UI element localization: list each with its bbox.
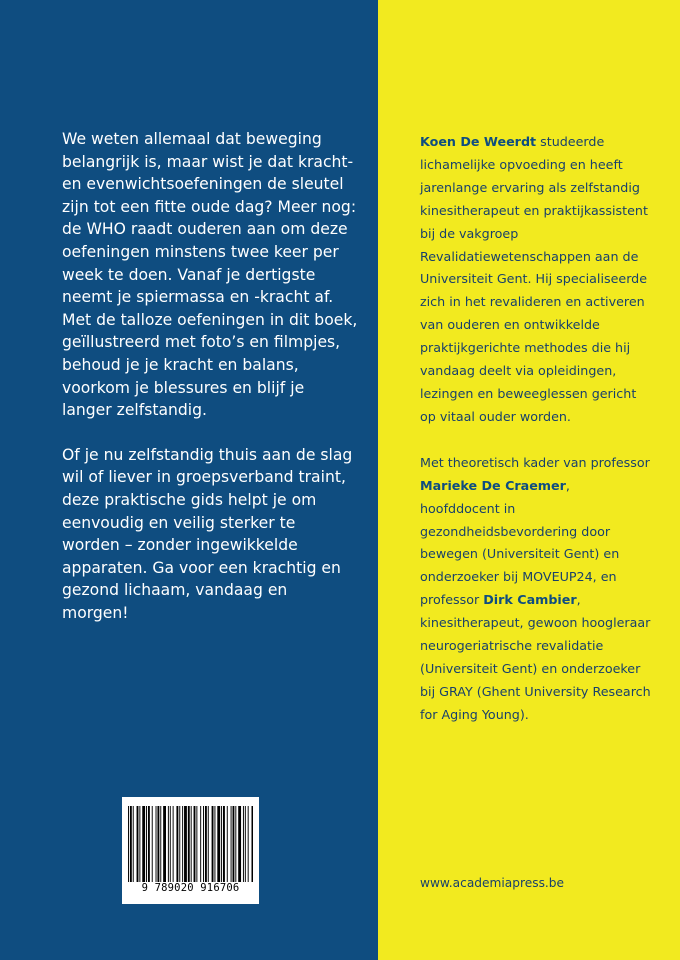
barcode-bar xyxy=(196,806,197,882)
contributors-text xyxy=(420,452,652,727)
barcode-bar xyxy=(173,806,174,882)
barcode-bar xyxy=(137,806,139,882)
barcode-bar xyxy=(243,806,244,882)
barcode xyxy=(122,797,259,904)
barcode-bar xyxy=(133,806,134,882)
author-bio xyxy=(420,131,652,429)
barcode-bar xyxy=(139,806,140,882)
blurb-paragraph-2: Of je nu zelfstandig thuis aan de slag wil of liever in groepsverband traint, deze praktische gids helpt je om eenvoudig en veilig sterker te worden – zonder ingewikkelde apparaten. Ga voor een krachtig en gezond lichaam, vandaag en morgen! xyxy=(62,445,353,622)
barcode-bar xyxy=(221,806,222,882)
barcode-bar xyxy=(212,806,214,882)
publisher-url[interactable]: www.academiapress.be xyxy=(420,876,565,890)
contributor-name-1: Marieke De Craemer xyxy=(420,477,566,493)
barcode-bar xyxy=(191,806,192,882)
barcode-bar xyxy=(184,806,187,882)
barcode-bar xyxy=(194,806,196,882)
barcode-bar xyxy=(233,806,235,882)
contributor-text-2: , kinesitherapeut, gewoon hoogleraar neurogeriatrische revalidatie (Universiteit Gent) en onderzoeker bij GRAY (Ghent University Research for Aging Young). xyxy=(420,592,651,722)
barcode-bar xyxy=(214,806,215,882)
barcode-bar xyxy=(160,806,161,882)
barcode-bar xyxy=(130,806,132,882)
barcode-bar xyxy=(152,806,153,882)
barcode-bar xyxy=(205,806,207,882)
book-blurb xyxy=(62,128,358,646)
barcode-bar xyxy=(238,806,241,882)
barcode-bar xyxy=(252,806,254,882)
barcode-bar xyxy=(168,806,169,882)
barcode-bar xyxy=(163,806,166,882)
barcode-bar xyxy=(223,806,225,882)
barcode-bar xyxy=(142,806,145,882)
barcode-bar xyxy=(176,806,178,882)
author-info xyxy=(420,131,652,750)
barcode-bar xyxy=(157,806,159,882)
barcode-bar xyxy=(245,806,246,882)
barcode-bar xyxy=(200,806,201,882)
author-name: Koen De Weerdt xyxy=(420,134,537,149)
barcode-bar xyxy=(156,806,157,882)
barcode-bar xyxy=(208,806,209,882)
barcode-bar xyxy=(248,806,249,882)
contributors-intro: Met theoretisch kader van professor xyxy=(420,454,650,470)
barcode-bar xyxy=(148,806,150,882)
barcode-bar xyxy=(217,806,220,882)
barcode-bar xyxy=(203,806,204,882)
isbn-number: 9 789020 916706 xyxy=(141,882,240,894)
barcode-bar xyxy=(235,806,236,882)
author-bio-text: studeerde lichamelijke opvoeding en heeft jarenlange ervaring als zelfstandig kinesitherapeut en praktijkassistent bij de vakgroep Revalidatiewetenschappen aan de Universiteit Gent. Hij specialiseerde zich in het revalideren en activeren van ouderen en ontwikkelde praktijkgerichte methodes die hij vandaag deelt via opleidingen, lezingen en beweeglessen gericht op vitaal ouder worden. xyxy=(420,134,648,424)
barcode-bar xyxy=(231,806,232,882)
barcode-bar xyxy=(170,806,171,882)
barcode-bar xyxy=(182,806,183,882)
barcode-bar xyxy=(188,806,190,882)
barcode-bar xyxy=(146,806,147,882)
barcode-bar xyxy=(179,806,180,882)
contributor-name-2: Dirk Cambier xyxy=(483,592,577,608)
barcode-bar xyxy=(227,806,228,882)
barcode-bar xyxy=(128,806,129,882)
barcode-bars xyxy=(128,806,253,882)
contributor-text-1: , hoofddocent in gezondheidsbevordering door bewegen (Universiteit Gent) en onderzoeker bij MOVEUP24, en professor xyxy=(420,477,620,608)
blurb-paragraph-1: We weten allemaal dat beweging belangrijk is, maar wist je dat kracht- en evenwichtsoefeningen de sleutel zijn tot een fitte oude dag? Meer nog: de WHO raadt ouderen aan om deze oefeningen minstens twee keer per week te doen. Vanaf je dertigste neemt je spiermassa en -kracht af. Met de talloze oefeningen in dit boek, geïllustreerd met foto’s en filmpjes, behoud je je kracht en balans, voorkom je blessures en blijf je langer zelfstandig. xyxy=(62,130,358,420)
